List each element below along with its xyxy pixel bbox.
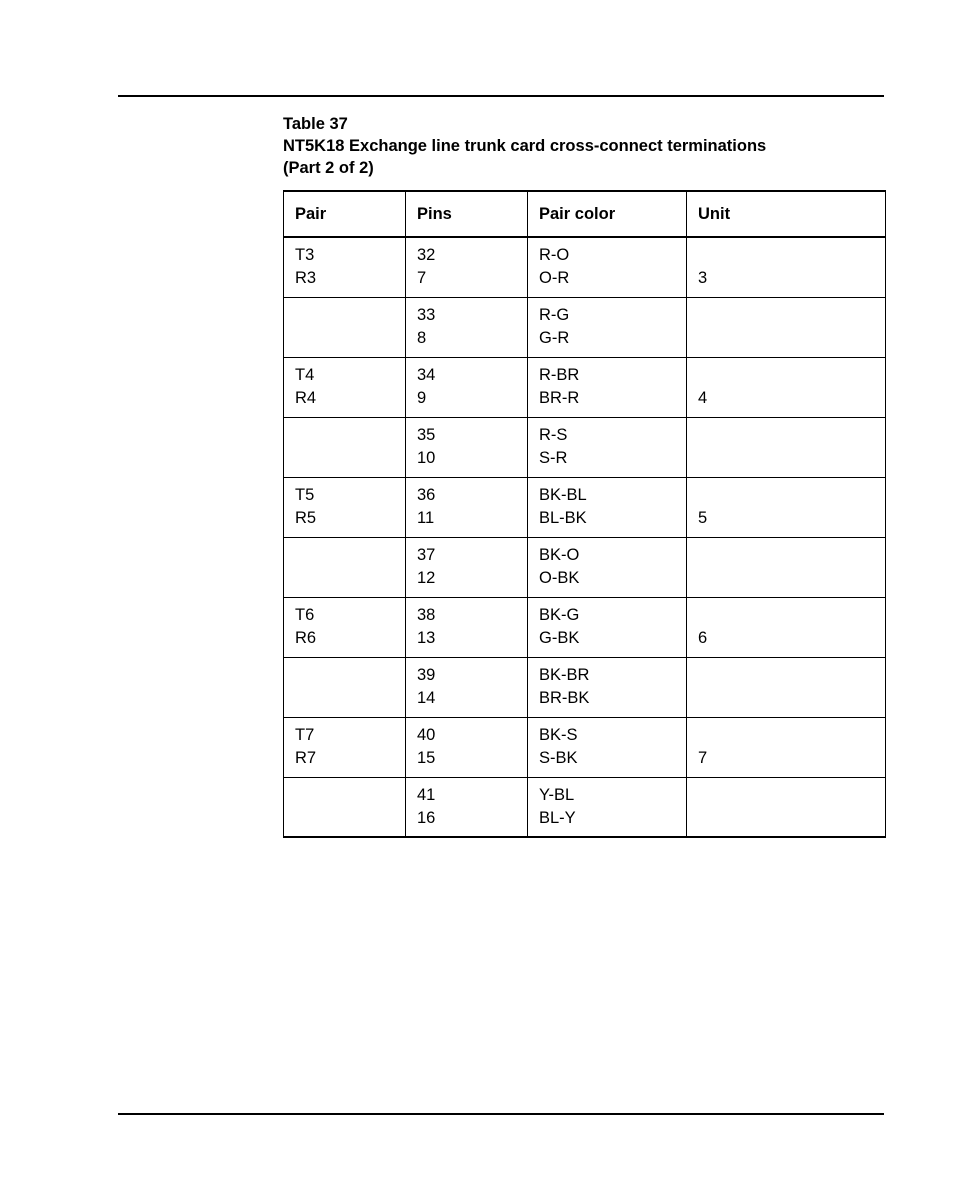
column-header-pair-color: Pair color	[528, 191, 687, 237]
table-header-row	[284, 191, 886, 237]
pair-color-cell-line: BK-G	[539, 605, 580, 624]
pins-cell-line: 39	[417, 665, 436, 684]
pair-color-cell	[528, 717, 687, 777]
pair-cell-line: T7	[295, 725, 315, 744]
unit-cell	[687, 237, 886, 297]
pair-color-cell	[528, 237, 687, 297]
cross-connect-table	[283, 190, 886, 838]
unit-cell	[687, 477, 886, 537]
table-row	[284, 297, 886, 357]
pair-cell-line: R6	[295, 628, 317, 647]
pair-cell-line	[295, 664, 405, 687]
pair-color-cell-line: BR-BK	[539, 688, 590, 707]
unit-cell	[687, 297, 886, 357]
pair-color-cell-line: R-O	[539, 246, 570, 264]
pair-cell-line: T3	[295, 246, 315, 264]
pins-cell-line: 35	[417, 425, 436, 444]
table-caption	[283, 113, 883, 179]
pins-cell-line: 7	[417, 269, 427, 287]
pair-color-cell-line: BK-BR	[539, 665, 590, 684]
table-row	[284, 777, 886, 837]
pins-cell	[406, 357, 528, 417]
pair-cell-line	[295, 544, 405, 567]
pair-cell-line: R7	[295, 748, 317, 767]
pair-cell-line: T6	[295, 605, 315, 624]
pair-cell	[284, 357, 406, 417]
pair-cell	[284, 717, 406, 777]
pins-cell	[406, 597, 528, 657]
table-part: (Part 2 of 2)	[283, 159, 374, 177]
column-header-unit: Unit	[687, 191, 886, 237]
pair-color-cell-line: S-R	[539, 448, 568, 467]
pair-cell-line: R5	[295, 508, 317, 527]
pair-cell	[284, 417, 406, 477]
pins-cell-line: 15	[417, 748, 436, 767]
unit-cell-spacer	[698, 304, 885, 327]
unit-value: 3	[698, 269, 708, 287]
pair-color-cell-line: BK-O	[539, 545, 580, 564]
pair-color-cell-line: BK-S	[539, 725, 578, 744]
pair-cell	[284, 597, 406, 657]
unit-cell	[687, 717, 886, 777]
pair-cell	[284, 537, 406, 597]
pins-cell	[406, 537, 528, 597]
pair-color-cell-line: O-R	[539, 269, 570, 287]
pins-cell-line: 40	[417, 725, 436, 744]
unit-cell-spacer	[698, 424, 885, 447]
table-row	[284, 717, 886, 777]
pins-cell-line: 12	[417, 568, 436, 587]
pair-color-cell-line: Y-BL	[539, 785, 575, 804]
pair-color-cell-line: BL-BK	[539, 508, 587, 527]
pair-cell	[284, 297, 406, 357]
pair-cell-line	[295, 424, 405, 447]
unit-cell	[687, 657, 886, 717]
unit-cell-spacer	[698, 484, 885, 507]
pair-color-cell	[528, 477, 687, 537]
unit-value: 7	[698, 748, 708, 767]
pair-cell	[284, 657, 406, 717]
pair-cell-line: R3	[295, 269, 317, 287]
pins-cell-line: 41	[417, 785, 436, 804]
pair-color-cell-line: G-BK	[539, 628, 580, 647]
pair-cell-line	[295, 567, 405, 590]
unit-value	[698, 687, 885, 710]
pins-cell	[406, 297, 528, 357]
table-number: Table 37	[283, 115, 348, 133]
column-header-pins: Pins	[406, 191, 528, 237]
pair-cell-line	[295, 784, 405, 807]
pair-cell-line: T4	[295, 365, 315, 384]
unit-value: 4	[698, 388, 708, 407]
pair-cell-line: R4	[295, 388, 317, 407]
pins-cell	[406, 657, 528, 717]
unit-cell	[687, 597, 886, 657]
pins-cell-line: 32	[417, 246, 436, 264]
pair-cell-line	[295, 304, 405, 327]
pins-cell-line: 13	[417, 628, 436, 647]
footer-rule	[118, 1113, 884, 1115]
unit-cell	[687, 537, 886, 597]
unit-cell-spacer	[698, 244, 885, 267]
table-title: NT5K18 Exchange line trunk card cross-connect terminations	[283, 137, 767, 155]
pair-cell-line	[295, 807, 405, 830]
pair-color-cell	[528, 417, 687, 477]
unit-value	[698, 567, 885, 590]
pair-cell-line	[295, 447, 405, 470]
table-row	[284, 477, 886, 537]
unit-cell-spacer	[698, 724, 885, 747]
unit-cell	[687, 777, 886, 837]
pins-cell	[406, 237, 528, 297]
pair-color-cell	[528, 777, 687, 837]
pair-color-cell-line: S-BK	[539, 748, 578, 767]
pins-cell-line: 14	[417, 688, 436, 707]
pair-cell-line: T5	[295, 485, 315, 504]
pair-cell	[284, 777, 406, 837]
pair-cell	[284, 237, 406, 297]
pins-cell-line: 9	[417, 388, 427, 407]
pins-cell-line: 33	[417, 305, 436, 324]
unit-value	[698, 807, 885, 830]
unit-cell	[687, 417, 886, 477]
pins-cell-line: 10	[417, 448, 436, 467]
unit-cell-spacer	[698, 664, 885, 687]
table-row	[284, 537, 886, 597]
pair-color-cell	[528, 357, 687, 417]
unit-cell-spacer	[698, 604, 885, 627]
unit-value	[698, 447, 885, 470]
pair-cell-line	[295, 687, 405, 710]
pair-cell-line	[295, 327, 405, 350]
pair-color-cell	[528, 597, 687, 657]
pins-cell	[406, 717, 528, 777]
unit-cell-spacer	[698, 784, 885, 807]
pins-cell-line: 8	[417, 328, 427, 347]
pair-color-cell-line: R-G	[539, 305, 570, 324]
pins-cell	[406, 477, 528, 537]
table-body	[284, 237, 886, 837]
pair-color-cell-line: R-BR	[539, 365, 580, 384]
pair-color-cell	[528, 657, 687, 717]
pins-cell-line: 36	[417, 485, 436, 504]
pair-color-cell-line: BK-BL	[539, 485, 587, 504]
pair-color-cell-line: O-BK	[539, 568, 580, 587]
table-row	[284, 597, 886, 657]
pair-color-cell	[528, 537, 687, 597]
pair-color-cell	[528, 297, 687, 357]
pins-cell-line: 34	[417, 365, 436, 384]
unit-value: 6	[698, 628, 708, 647]
pair-color-cell-line: BR-R	[539, 388, 580, 407]
pins-cell-line: 37	[417, 545, 436, 564]
pair-color-cell-line: G-R	[539, 328, 570, 347]
unit-value: 5	[698, 508, 708, 527]
unit-cell	[687, 357, 886, 417]
pins-cell-line: 38	[417, 605, 436, 624]
header-rule	[118, 95, 884, 97]
pair-color-cell-line: BL-Y	[539, 808, 576, 827]
pins-cell	[406, 417, 528, 477]
column-header-pair: Pair	[284, 191, 406, 237]
pins-cell-line: 11	[417, 508, 435, 527]
unit-value	[698, 327, 885, 350]
pair-cell	[284, 477, 406, 537]
unit-cell-spacer	[698, 364, 885, 387]
pins-cell	[406, 777, 528, 837]
pins-cell-line: 16	[417, 808, 436, 827]
table-row	[284, 237, 886, 297]
pair-color-cell-line: R-S	[539, 425, 568, 444]
unit-cell-spacer	[698, 544, 885, 567]
table-row	[284, 657, 886, 717]
table-row	[284, 357, 886, 417]
table-row	[284, 417, 886, 477]
